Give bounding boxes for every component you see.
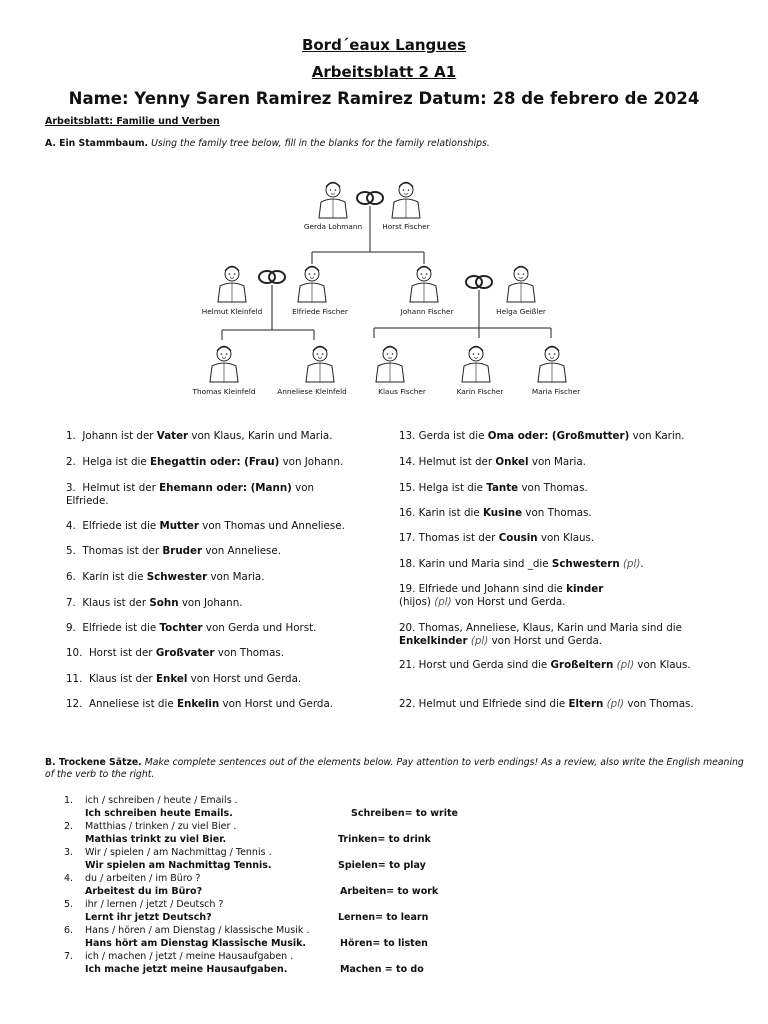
answer: Großeltern bbox=[550, 659, 614, 671]
answer: Schwestern bbox=[551, 558, 620, 570]
answer: Tante bbox=[486, 482, 519, 494]
section-b-instruction: Make complete sentences out of the elements below. Pay attention to verb endings! As a review, also write the English meaning of the verb to the right. bbox=[45, 757, 744, 780]
name-elfriede: Elfriede Fischer bbox=[292, 307, 348, 316]
item-answer: Arbeitest du im Büro? bbox=[85, 886, 203, 897]
question-item: 7. Klaus ist der Sohn von Johann. bbox=[66, 597, 243, 609]
name-date-line: Name: Yenny Saren Ramirez Ramirez Datum: 28 de febrero de 2024 bbox=[68, 89, 700, 108]
item-answer: Lernt ihr jetzt Deutsch? bbox=[85, 912, 212, 923]
item-number: 1. bbox=[64, 795, 74, 806]
question-item: 17. Thomas ist der Cousin von Klaus. bbox=[399, 532, 595, 544]
worksheet-title: Arbeitsblatt 2 A1 bbox=[311, 63, 457, 81]
item-prompt: ihr / lernen / jetzt / Deutsch ? bbox=[85, 899, 224, 910]
question-item: 16. Karin ist die Kusine von Thomas. bbox=[399, 507, 592, 519]
item-number: 3. bbox=[64, 847, 74, 858]
answer: Sohn bbox=[149, 597, 179, 609]
answer: Eltern bbox=[568, 698, 604, 710]
answer: Enkelkinder bbox=[399, 635, 468, 647]
name-horst: Horst Fischer bbox=[382, 222, 430, 231]
answer: kinder bbox=[566, 583, 604, 595]
name-thomas: Thomas Kleinfeld bbox=[192, 387, 256, 396]
answer: Oma oder: (Großmutter) bbox=[487, 430, 630, 442]
question-item: 5. Thomas ist der Bruder von Anneliese. bbox=[66, 545, 282, 557]
name-karin: Karin Fischer bbox=[456, 387, 504, 396]
question-item: 4. Elfriede ist die Mutter von Thomas und Anneliese. bbox=[66, 520, 345, 532]
answer: Bruder bbox=[162, 545, 203, 557]
answer: Mutter bbox=[159, 520, 199, 532]
item-answer: Ich mache jetzt meine Hausaufgaben. bbox=[85, 964, 288, 975]
item-translation: Machen = to do bbox=[340, 964, 424, 975]
question-item: 9. Elfriede ist die Tochter von Gerda und Horst. bbox=[66, 622, 317, 634]
question-item: 1. Johann ist der Vater von Klaus, Karin und Maria. bbox=[66, 430, 333, 442]
answer: Ehegattin oder: (Frau) bbox=[149, 456, 280, 468]
answer: Tochter bbox=[159, 622, 203, 634]
question-item: 21. Horst und Gerda sind die Großeltern (pl) von Klaus. bbox=[399, 659, 691, 671]
item-prompt: ich / schreiben / heute / Emails . bbox=[85, 795, 238, 806]
section-b-label: B. Trockene Sätze. bbox=[45, 757, 142, 768]
item-translation: Arbeiten= to work bbox=[340, 886, 439, 897]
item-prompt: du / arbeiten / im Büro ? bbox=[85, 873, 201, 884]
item-prompt: Hans / hören / am Dienstag / klassische Musik . bbox=[85, 925, 310, 936]
item-translation: Lernen= to learn bbox=[338, 912, 429, 923]
answer: Enkelin bbox=[176, 698, 220, 710]
item-number: 4. bbox=[64, 873, 74, 884]
section-a-instruction: Using the family tree below, fill in the blanks for the family relationships. bbox=[151, 138, 490, 149]
name-klaus: Klaus Fischer bbox=[378, 387, 426, 396]
item-translation: Hören= to listen bbox=[340, 938, 428, 949]
question-item: 13. Gerda ist die Oma oder: (Großmutter) von Karin. bbox=[399, 430, 685, 442]
question-item: 3. Helmut ist der Ehemann oder: (Mann) von Elfriede. bbox=[66, 482, 315, 507]
question-item: 12. Anneliese ist die Enkelin von Horst und Gerda. bbox=[66, 698, 334, 710]
item-prompt: Wir / spielen / am Nachmittag / Tennis . bbox=[85, 847, 272, 858]
school-title: Bord´eaux Langues bbox=[301, 36, 467, 54]
answer: Großvater bbox=[155, 647, 215, 659]
question-item: 2. Helga ist die Ehegattin oder: (Frau) von Johann. bbox=[66, 456, 344, 468]
item-answer: Wir spielen am Nachmittag Tennis. bbox=[85, 860, 272, 871]
section-a-label: A. Ein Stammbaum. bbox=[45, 138, 149, 149]
name-johann: Johann Fischer bbox=[400, 307, 454, 316]
question-item: 18. Karin und Maria sind _die Schwestern (pl). bbox=[399, 558, 644, 570]
question-item: 11. Klaus ist der Enkel von Horst und Gerda. bbox=[66, 673, 302, 685]
answer: Enkel bbox=[155, 673, 188, 685]
answer: Kusine bbox=[483, 507, 523, 519]
item-prompt: Matthias / trinken / zu viel Bier . bbox=[85, 821, 237, 832]
item-number: 5. bbox=[64, 899, 74, 910]
answer: Onkel bbox=[495, 456, 529, 468]
item-translation: Trinken= to drink bbox=[338, 834, 431, 845]
question-item: 15. Helga ist die Tante von Thomas. bbox=[399, 482, 588, 494]
question-item: 20. Thomas, Anneliese, Klaus, Karin und Maria sind die Enkelkinder (pl) von Horst und Gerda. bbox=[399, 622, 682, 647]
question-item: 19. Elfriede und Johann sind die kinder (hijos) (pl) von Horst und Gerda. bbox=[399, 583, 604, 608]
item-translation: Schreiben= to write bbox=[351, 808, 458, 819]
item-answer: Ich schreiben heute Emails. bbox=[85, 808, 233, 819]
answer: Schwester bbox=[146, 571, 208, 583]
item-number: 7. bbox=[64, 951, 74, 962]
item-number: 6. bbox=[64, 925, 74, 936]
worksheet-subtitle: Arbeitsblatt: Familie und Verben bbox=[45, 116, 220, 127]
answer: Ehemann oder: (Mann) bbox=[159, 482, 292, 494]
item-number: 2. bbox=[64, 821, 74, 832]
question-item: 6. Karin ist die Schwester von Maria. bbox=[66, 571, 265, 583]
name-helmut: Helmut Kleinfeld bbox=[201, 307, 263, 316]
item-prompt: ich / machen / jetzt / meine Hausaufgaben . bbox=[85, 951, 294, 962]
name-maria: Maria Fischer bbox=[531, 387, 581, 396]
question-item: 14. Helmut ist der Onkel von Maria. bbox=[399, 456, 586, 468]
question-item: 22. Helmut und Elfriede sind die Eltern (pl) von Thomas. bbox=[399, 698, 694, 710]
answer: Cousin bbox=[498, 532, 538, 544]
question-item: 10. Horst ist der Großvater von Thomas. bbox=[66, 647, 285, 659]
name-anneliese: Anneliese Kleinfeld bbox=[277, 387, 347, 396]
name-gerda: Gerda Lohmann bbox=[303, 222, 363, 231]
answer: Vater bbox=[156, 430, 189, 442]
item-answer: Mathias trinkt zu viel Bier. bbox=[85, 834, 227, 845]
name-helga: Helga Geißler bbox=[496, 307, 546, 316]
item-answer: Hans hört am Dienstag Klassische Musik. bbox=[85, 938, 307, 949]
item-translation: Spielen= to play bbox=[338, 860, 426, 871]
